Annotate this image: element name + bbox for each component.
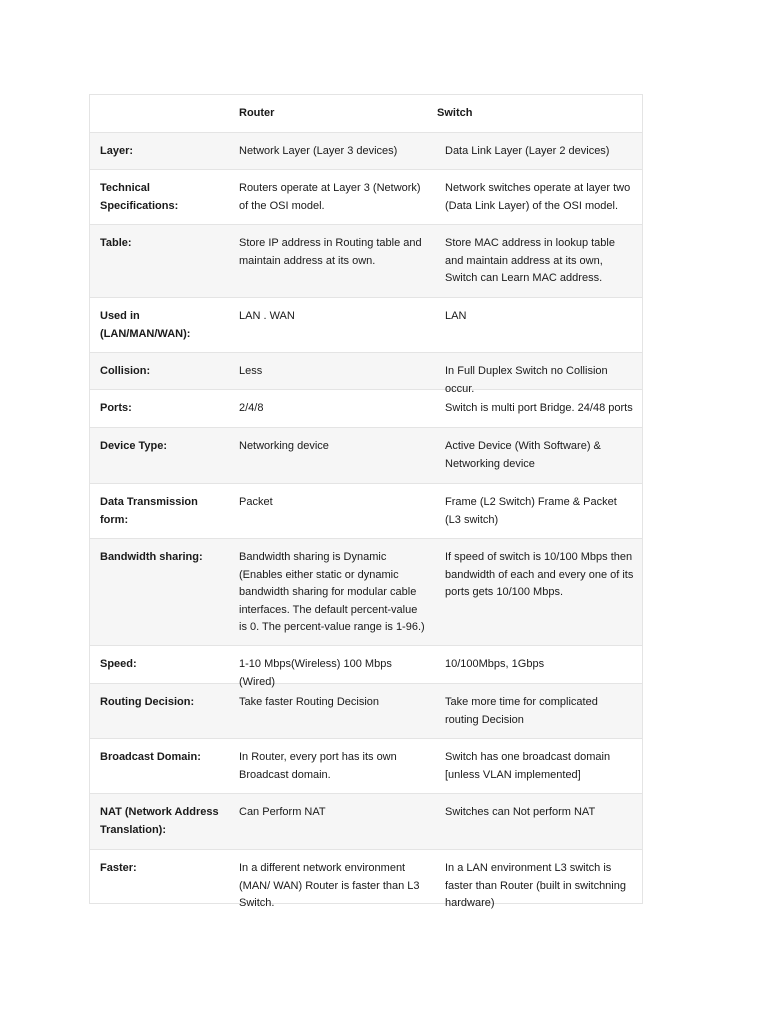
- router-cell: Networking device: [239, 440, 329, 452]
- table-row: [90, 739, 642, 794]
- router-cell: LAN . WAN: [239, 310, 295, 322]
- table-row: [90, 170, 642, 225]
- row-label: Broadcast Domain:: [100, 751, 201, 763]
- row-label: Speed:: [100, 658, 137, 670]
- router-cell: Packet: [239, 496, 273, 508]
- switch-cell: In Full Duplex Switch no Collision occur.: [445, 365, 608, 395]
- router-cell: In Router, every port has its own Broadcast domain.: [239, 751, 397, 781]
- table-row: [90, 684, 642, 739]
- router-cell: Network Layer (Layer 3 devices): [239, 145, 398, 157]
- comparison-table: [89, 94, 643, 909]
- table-header-row: [90, 95, 642, 133]
- row-label: Routing Decision:: [100, 696, 195, 708]
- table-row: [90, 353, 642, 395]
- switch-cell: Active Device (With Software) & Networking device: [445, 440, 601, 470]
- row-label: Data Transmission form:: [100, 496, 198, 526]
- router-cell: Bandwidth sharing is Dynamic (Enables either static or dynamic bandwidth sharing for modular cable interfaces. The default percent-value is 0. The percent-value range is 1-96.): [239, 551, 425, 633]
- switch-cell: In a LAN environment L3 switch is faster than Router (built in switchning hardware): [445, 862, 626, 909]
- table-row: [90, 850, 642, 909]
- table-row: [90, 794, 642, 850]
- switch-cell: If speed of switch is 10/100 Mbps then bandwidth of each and every one of its ports gets 10/100 Mbps.: [445, 551, 634, 598]
- table-row: [90, 390, 642, 428]
- table-row: [90, 298, 642, 353]
- switch-cell: Store MAC address in lookup table and maintain address at its own, Switch can Learn MAC address.: [445, 237, 615, 284]
- switch-cell: Switches can Not perform NAT: [445, 806, 596, 818]
- row-label: Collision:: [100, 365, 151, 377]
- header-cell-empty: [90, 95, 229, 132]
- table-row: [90, 484, 642, 539]
- switch-cell: LAN: [445, 310, 467, 322]
- row-label: Device Type:: [100, 440, 168, 452]
- switch-cell: Switch is multi port Bridge. 24/48 ports: [445, 402, 633, 414]
- header-cell-switch: Switch: [437, 107, 473, 119]
- router-cell: Store IP address in Routing table and maintain address at its own.: [239, 237, 422, 267]
- router-cell: Can Perform NAT: [239, 806, 326, 818]
- row-label: Bandwidth sharing:: [100, 551, 203, 563]
- switch-cell: Data Link Layer (Layer 2 devices): [445, 145, 610, 157]
- table-row: [90, 539, 642, 646]
- router-cell: Take faster Routing Decision: [239, 696, 380, 708]
- router-cell: Less: [239, 365, 263, 377]
- row-label: Layer:: [100, 145, 134, 157]
- switch-cell: Frame (L2 Switch) Frame & Packet (L3 switch): [445, 496, 617, 526]
- router-cell: In a different network environment (MAN/ WAN) Router is faster than L3 Switch.: [239, 862, 420, 909]
- table-row: [90, 428, 642, 484]
- router-cell: Routers operate at Layer 3 (Network) of the OSI model.: [239, 182, 421, 212]
- router-cell: 1-10 Mbps(Wireless) 100 Mbps (Wired): [239, 658, 392, 688]
- switch-cell: Network switches operate at layer two (Data Link Layer) of the OSI model.: [445, 182, 631, 212]
- table-row: [90, 646, 642, 688]
- row-label: Used in (LAN/MAN/WAN):: [100, 310, 191, 340]
- row-label: Table:: [100, 237, 132, 249]
- switch-cell: Switch has one broadcast domain [unless VLAN implemented]: [445, 751, 611, 781]
- switch-cell: Take more time for complicated routing Decision: [445, 696, 598, 726]
- row-label: Ports:: [100, 402, 132, 414]
- row-label: Technical Specifications:: [100, 182, 179, 212]
- switch-cell: 10/100Mbps, 1Gbps: [445, 658, 545, 670]
- table-row: [90, 225, 642, 298]
- router-cell: 2/4/8: [239, 402, 264, 414]
- table-row: [90, 133, 642, 170]
- header-cell-router: Router: [239, 107, 275, 119]
- row-label: Faster:: [100, 862, 137, 874]
- row-label: NAT (Network Address Translation):: [100, 806, 219, 836]
